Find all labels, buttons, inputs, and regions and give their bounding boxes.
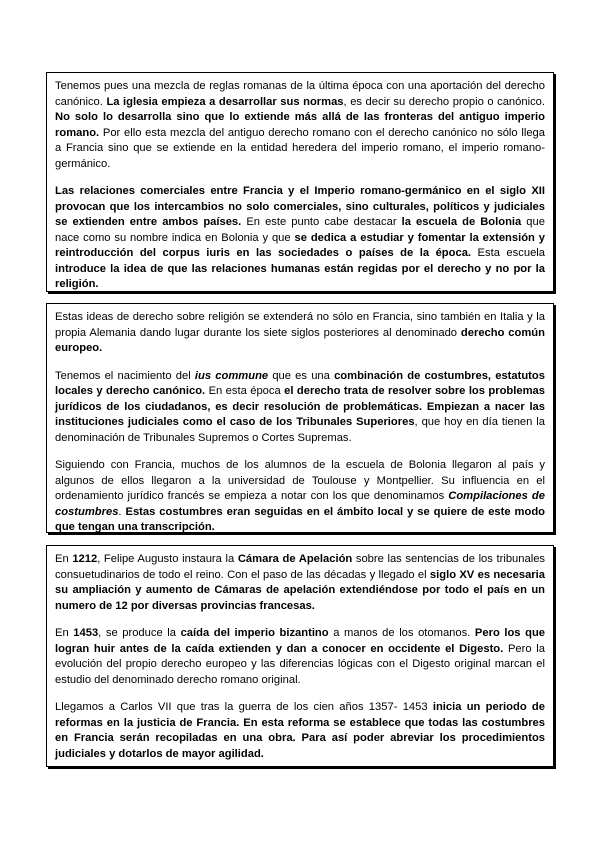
text-run: el derecho trata de resolver sobre los problemas jurídicos de los ciudadanos, es decir resolución de problemáticas. Empiezan a nacer las instituciones judiciales como el caso de los Tribunales Superiores <box>55 385 545 428</box>
text-run: En esta época <box>205 385 285 397</box>
text-run: Siguiendo con Francia, muchos de los alumnos de la escuela de Bolonia llegaron al país y algunos de ellos llegaron a la universidad de Toulouse y Montpellier. Su influencia en el ordenamiento jurídico francés se empieza a notar con los que denominamos <box>55 459 545 502</box>
text-run: , se produce la <box>98 627 181 639</box>
text-run: la escuela de Bolonia <box>401 216 522 228</box>
paragraph <box>55 310 545 357</box>
text-run: Pero la evolución del propio derecho europeo y las diferencias lógicas con el Digesto original marcan el estudio del denominado derecho romano original. <box>55 642 546 686</box>
text-run: sobre las sentencias de los tribunales consuetudinarios de todo el reino. Con el paso de las décadas y llegado el <box>55 553 546 581</box>
paragraph <box>55 552 545 614</box>
paragraph <box>55 369 545 447</box>
text-run: Por ello esta mezcla del antiguo derecho romano con el derecho canónico no sólo llega a Francia sino que se extiende en la entidad heredera del imperio romano, el imperio romano-germánico. <box>55 126 545 170</box>
paragraph <box>55 79 545 172</box>
text-run: No solo lo desarrolla sino que lo extiende más allá de las fronteras del antiguo imperio romano. <box>55 111 545 139</box>
text-run: Estas ideas de derecho sobre religión se extenderá no sólo en Francia, sino también en Italia y la propia Alemania dando lugar durante los siete siglos posteriores al denominado <box>55 311 545 339</box>
text-run: combinación de costumbres, estatutos locales y derecho canónico. <box>55 369 545 397</box>
text-run: caída del imperio bizantino <box>180 627 329 639</box>
text-run: a manos de los otomanos. <box>328 627 475 639</box>
text-run: derecho común europeo. <box>55 326 545 354</box>
text-run: introduce la idea de que las relaciones humanas están regidas por el derecho y no por la religión. <box>55 262 545 290</box>
text-run: que es una <box>268 369 335 382</box>
text-run: Cámara de Apelación <box>237 553 353 565</box>
text-box-derecho-canonico <box>46 72 554 292</box>
text-run: se dedica a estudiar y fomentar la extensión y reintroducción del corpus iuris en las sociedades o países de la época. <box>55 231 545 259</box>
text-run: , Felipe Augusto instaura la <box>97 553 238 565</box>
text-run: ius commune <box>194 369 269 382</box>
text-run: . <box>118 505 126 518</box>
paragraph <box>55 458 545 536</box>
text-run: Estas costumbres eran seguidas en el ámbito local y se quiere de este modo que tengan una transcripción. <box>55 505 546 533</box>
text-run: , que hoy en día tienen la denominación de Tribunales Supremos o Cortes Supremas. <box>55 416 545 444</box>
text-run: 1212 <box>72 553 98 565</box>
paragraph <box>55 700 545 762</box>
text-run: Llegamos a Carlos VII que tras la guerra de los cien años 1357- 1453 <box>55 701 433 713</box>
text-run: Esta escuela <box>471 247 545 259</box>
text-run: 1453 <box>73 627 99 639</box>
paragraph <box>55 626 545 688</box>
text-run: Tenemos pues una mezcla de reglas romanas de la última época con una aportación del derecho canónico. <box>55 80 545 108</box>
text-box-camara-apelacion <box>46 545 554 767</box>
text-run: En este punto cabe destacar <box>241 216 402 228</box>
text-run: Compilaciones de costumbres <box>55 490 545 518</box>
text-run: Las relaciones comerciales entre Francia y el Imperio romano-germánico en el siglo XII provocan que los intercambios no solo comerciales, sino culturales, políticos y judiciales se extienden entre ambos países. <box>55 185 545 228</box>
text-run: que nace como su nombre indica en Bolonia y que <box>55 216 545 244</box>
text-run: , es decir su derecho propio o canónico. <box>343 95 546 108</box>
text-run: Tenemos el nacimiento del <box>55 369 195 382</box>
text-run: En <box>55 627 74 639</box>
text-run: En <box>55 553 73 565</box>
text-run: La iglesia empieza a desarrollar sus normas <box>106 95 344 108</box>
text-run: inicia un periodo de reformas en la justicia de Francia. En esta reforma se establece que todas las costumbres en Francia serán recopiladas en una obra. Para así poder abreviar los procedimientos judiciales y dotarlos de mayor agilidad. <box>55 701 545 760</box>
text-box-ius-commune <box>46 303 554 533</box>
text-run: Pero los que logran huir antes de la caída extienden y dan a conocer en occidente el Digesto. <box>55 627 545 655</box>
paragraph <box>55 184 545 293</box>
text-run: siglo XV es necesaria su ampliación y aumento de Cámaras de apelación extendiéndose por todo el país en un numero de 12 por diversas provincias francesas. <box>55 568 545 612</box>
